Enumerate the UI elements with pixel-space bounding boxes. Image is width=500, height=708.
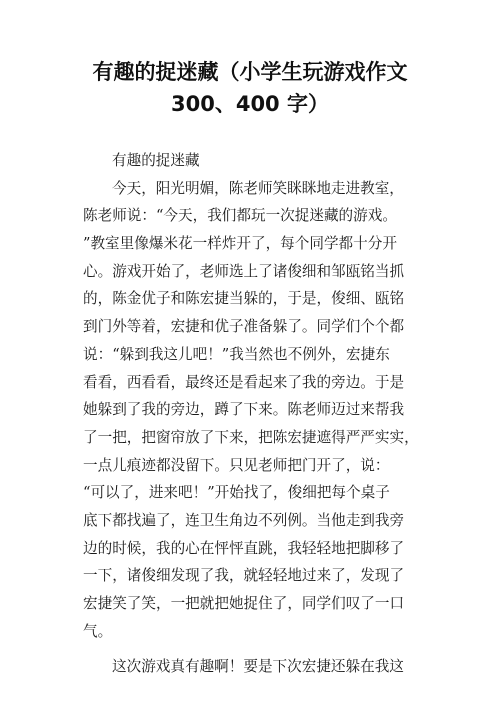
paragraph-2 [83, 653, 423, 681]
document-body [83, 147, 423, 681]
paragraph-1 [83, 175, 423, 646]
paragraph-line: 到门外等着，宏捷和优子准备躲了。同学们个个都 [83, 318, 405, 336]
paragraph-line: 心。游戏开始了，老师选上了诸俊细和邹瓯铭当抓 [83, 262, 405, 280]
paragraph-line: 的，陈金优子和陈宏捷当躲的，于是，俊细、瓯铭 [83, 290, 405, 308]
document-title [0, 56, 500, 120]
paragraph-line: 说：“躲到我这儿吧！”我当然也不例外，宏捷东 [83, 345, 390, 363]
paragraph-line: 边的时候，我的心在怦怦直跳，我轻轻地把脚移了 [83, 539, 405, 557]
paragraph-line: 宏捷笑了笑，一把就把她捉住了，同学们叹了一口 [83, 595, 405, 612]
paragraph-line: 气。 [83, 622, 113, 640]
paragraph-line: 一下，诸俊细发现了我，就轻轻地过来了，发现了 [83, 567, 405, 585]
paragraph-line: “可以了，进来吧！”开始找了，俊细把每个桌子 [83, 484, 390, 502]
paragraph-line: 她躲到了我的旁边，蹲了下来。陈老师迈过来帮我 [83, 401, 405, 419]
paragraph-line: 这次游戏真有趣啊！要是下次宏捷还躲在我这 [112, 658, 404, 676]
paragraph-line: 陈老师说：“今天，我们都玩一次捉迷藏的游戏。 [83, 207, 397, 225]
title-line-2: 300、400 字） [171, 92, 329, 116]
title-line-1: 有趣的捉迷藏（小学生玩游戏作文 [92, 60, 408, 84]
paragraph-line: ”教室里像爆米花一样炸开了，每个同学都十分开 [83, 235, 397, 253]
subheading: 有趣的捉迷藏 [112, 152, 200, 169]
paragraph-line: 一点儿痕迹都没留下。只见老师把门开了，说： [83, 456, 390, 474]
paragraph-line: 看看，西看看，最终还是看起来了我的旁边。于是 [83, 373, 405, 391]
paragraph-line: 底下都找遍了，连卫生角边不列例。当他走到我旁 [83, 511, 405, 529]
paragraph-line: 了一把，把窗帘放了下来，把陈宏捷遮得严严实实， [83, 428, 419, 446]
paragraph-line: 今天，阳光明媚，陈老师笑眯眯地走进教室， [112, 179, 404, 197]
